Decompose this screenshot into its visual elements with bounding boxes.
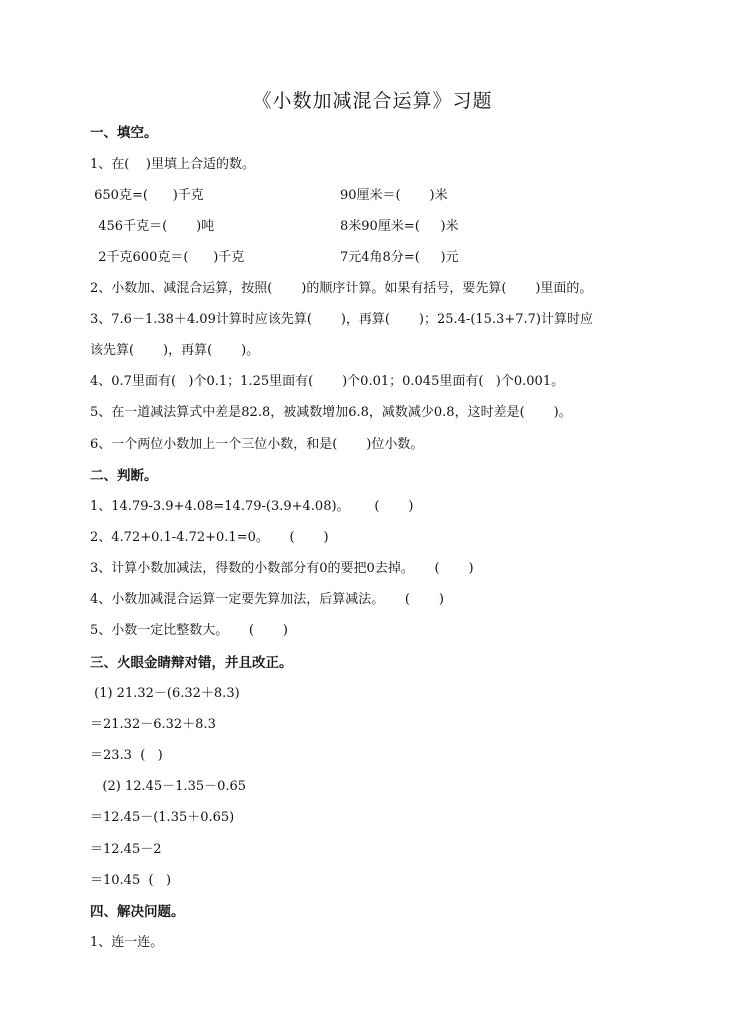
judge-item-3: 3、计算小数加减法，得数的小数部分有0的要把0去掉。 ( ) (90, 561, 474, 576)
correction-line-7: ＝10.45 ( ) (90, 873, 172, 888)
judge-item-2: 2、4.72+0.1-4.72+0.1=0。 ( ) (90, 530, 329, 545)
correction-line-4: (2) 12.45－1.35－0.65 (90, 779, 247, 794)
fill-row-3-left: 2千克600克＝( )千克 (90, 250, 245, 265)
question-1-3-line-2: 该先算( )，再算( )。 (90, 343, 260, 358)
judge-item-1: 1、14.79-3.9+4.08=14.79-(3.9+4.08)。 ( ) (90, 499, 414, 514)
fill-row-2-right: 8米90厘米=( )米 (340, 219, 459, 234)
question-1-4: 4、0.7里面有( )个0.1；1.25里面有( )个0.01；0.045里面有( )个0.001。 (90, 374, 565, 389)
section-3-heading: 三、火眼金睛辩对错，并且改正。 (90, 655, 293, 671)
correction-line-2: ＝21.32－6.32＋8.3 (90, 717, 216, 732)
fill-row-1-left: 650克=( )千克 (90, 188, 204, 203)
question-1-5: 5、在一道减法算式中差是82.8，被减数增加6.8，减数减少0.8，这时差是( )。 (90, 405, 572, 420)
section-1-heading: 一、填空。 (90, 125, 158, 141)
fill-row-2-left: 456千克＝( )吨 (90, 219, 215, 234)
problem-4-1: 1、连一连。 (90, 935, 164, 950)
section-2-heading: 二、判断。 (90, 468, 158, 484)
question-1-2: 2、小数加、减混合运算，按照( )的顺序计算。如果有括号，要先算( )里面的。 (90, 281, 593, 296)
correction-line-3: ＝23.3 ( ) (90, 748, 163, 763)
question-1-6: 6、一个两位小数加上一个三位小数，和是( )位小数。 (90, 437, 424, 452)
fill-row-1-right: 90厘米＝( )米 (340, 188, 448, 203)
fill-row-3-right: 7元4角8分=( )元 (340, 250, 459, 265)
question-1-3-line-1: 3、7.6－1.38＋4.09计算时应该先算( )，再算( )；25.4-(15.3+7.7)计算时应 (90, 312, 593, 327)
page-title: 《小数加减混合运算》习题 (252, 90, 493, 112)
section-4-heading: 四、解决问题。 (90, 904, 185, 920)
judge-item-5: 5、小数一定比整数大。 ( ) (90, 623, 289, 638)
correction-line-1: (1) 21.32－(6.32＋8.3) (90, 686, 240, 701)
question-1-1: 1、在( )里填上合适的数。 (90, 157, 255, 172)
correction-line-5: ＝12.45－(1.35＋0.65) (90, 810, 235, 825)
correction-line-6: ＝12.45－2 (90, 842, 162, 857)
judge-item-4: 4、小数加减混合运算一定要先算加法，后算减法。 ( ) (90, 592, 445, 607)
